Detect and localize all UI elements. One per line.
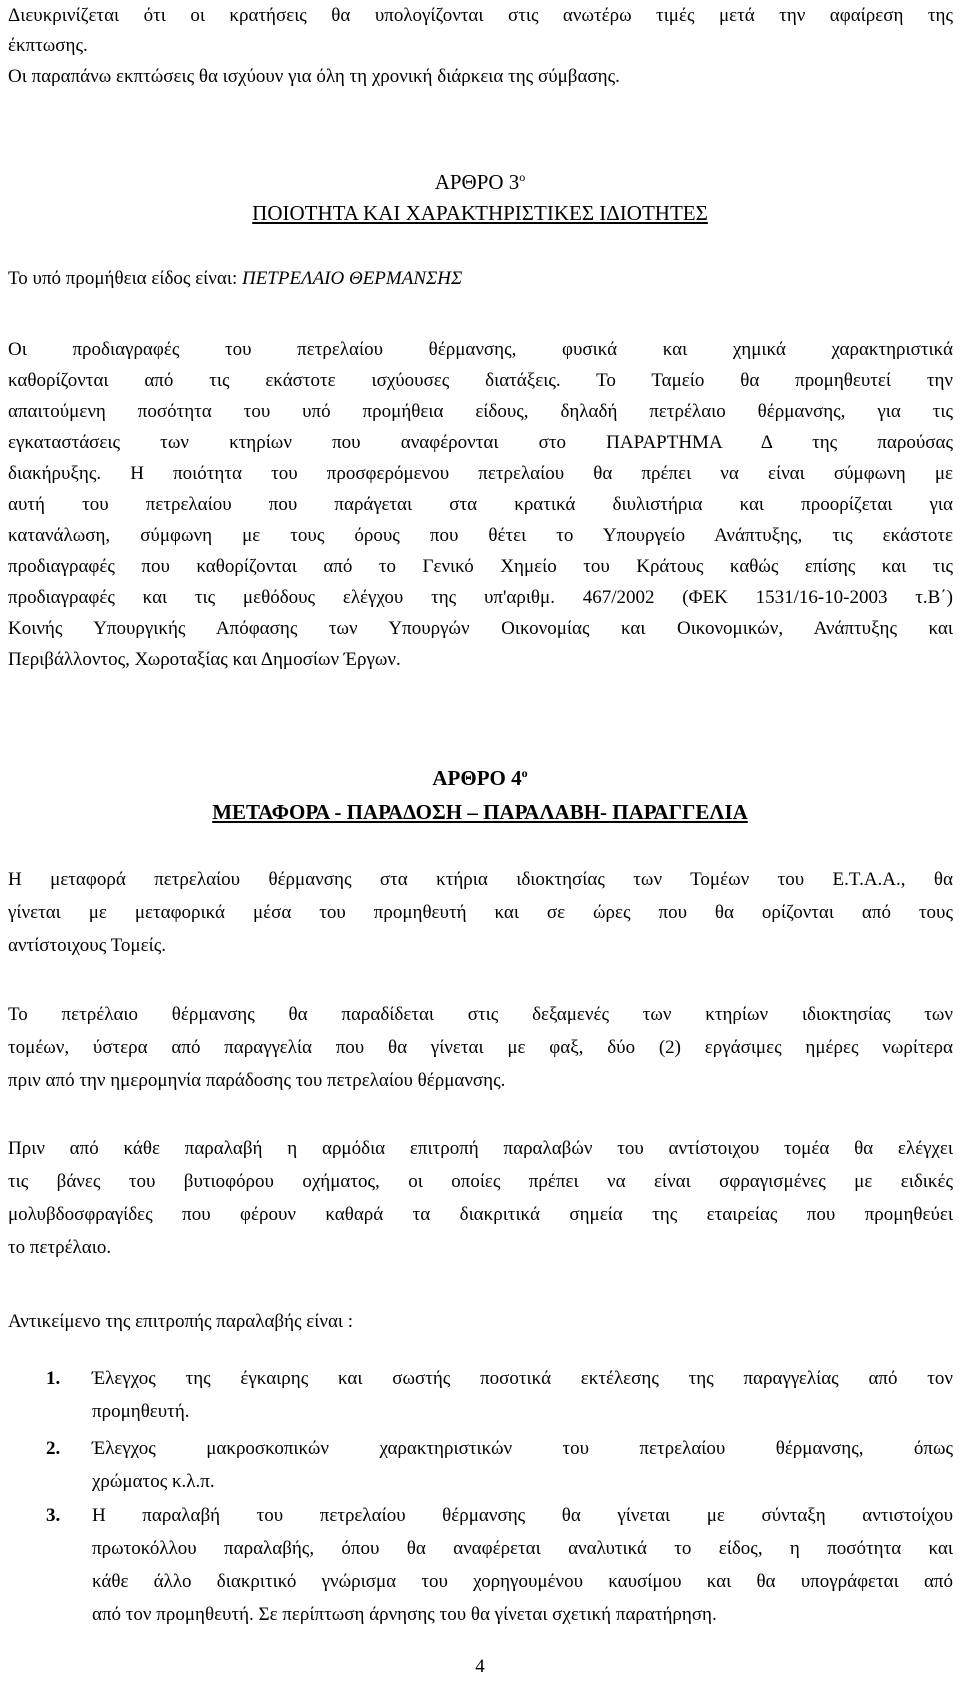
text-line: πρωτοκόλλου παραλαβής, όπου θα αναφέρεται αναλυτικά το είδος, η ποσότητα και	[92, 1538, 953, 1559]
product-label: Το υπό προμήθεια είδος είναι:	[8, 268, 242, 289]
text-line: μολυβδοσφραγίδες που φέρουν καθαρά τα διακριτικά σημεία της εταιρείας που προμηθεύει	[8, 1204, 953, 1225]
text-line: αυτή του πετρελαίου που παράγεται στα κρατικά διυλιστήρια και προορίζεται για	[8, 494, 953, 515]
text-line: από τον προμηθευτή. Σε περίπτωση άρνησης του θα γίνεται σχετική παρατήρηση.	[92, 1604, 717, 1625]
text-line: Έλεγχος της έγκαιρης και σωστής ποσοτικά εκτέλεσης της παραγγελίας από τον	[92, 1368, 953, 1389]
article-3-title: ΠΟΙΟΤΗΤΑ ΚΑΙ ΧΑΡΑΚΤΗΡΙΣΤΙΚΕΣ ΙΔΙΟΤΗΤΕΣ	[252, 201, 708, 225]
article-3-heading	[0, 166, 960, 198]
text-line: έκπτωσης.	[8, 35, 88, 56]
text-line: προδιαγραφές και τις μεθόδους ελέγχου της υπ'αριθμ. 467/2002 (ΦΕΚ 1531/16-10-2003 τ.Β΄)	[8, 587, 953, 608]
text-line: πριν από την ημερομηνία παράδοσης του πετρελαίου θέρμανσης.	[8, 1070, 506, 1091]
text-line: καθορίζονται από τις εκάστοτε ισχύουσες διατάξεις. Το Ταμείο θα προμηθευτεί την	[8, 370, 953, 391]
article-3-heading-sup: ο	[519, 170, 526, 184]
text-line: εγκαταστάσεις των κτηρίων που αναφέρονται στο ΠΑΡΑΡΤΗΜΑ Δ της παρούσας	[8, 432, 953, 453]
text-line: Οι παραπάνω εκπτώσεις θα ισχύουν για όλη τη χρονική διάρκεια της σύμβασης.	[8, 66, 620, 87]
text-line: τομέων, ύστερα από παραγγελία που θα γίνεται με φαξ, δύο (2) εργάσιμες ημέρες νωρίτερα	[8, 1037, 953, 1058]
text-line: Διευκρινίζεται ότι οι κρατήσεις θα υπολογίζονται στις ανωτέρω τιμές μετά την αφαίρεση της	[8, 5, 953, 26]
text-line	[8, 263, 953, 295]
text-line: προμηθευτή.	[92, 1401, 190, 1422]
text-line: Πριν από κάθε παραλαβή η αρμόδια επιτροπή παραλαβών του αντίστοιχου τομέα θα ελέγχει	[8, 1138, 953, 1159]
text-line: κατανάλωση, σύμφωνη με τους όρους που θέτει το Υπουργείο Ανάπτυξης, τις εκάστοτε	[8, 525, 953, 546]
list-intro: Αντικείμενο της επιτροπής παραλαβής είναι :	[8, 1311, 354, 1332]
list-item-number: 2.	[46, 1438, 61, 1459]
list-item-number: 3.	[46, 1505, 61, 1526]
article-4-heading-sup: ο	[521, 766, 528, 780]
text-line: Η μεταφορά πετρελαίου θέρμανσης στα κτήρια ιδιοκτησίας των Τομέων του Ε.Τ.Α.Α., θα	[8, 869, 953, 890]
article-4-heading	[0, 762, 960, 794]
article-4-title: ΜΕΤΑΦΟΡΑ - ΠΑΡΑΔΟΣΗ – ΠΑΡΑΛΑΒΗ- ΠΑΡΑΓΓΕΛΙΑ	[212, 800, 748, 824]
text-line: γίνεται με μεταφορικά μέσα του προμηθευτή και σε ώρες που θα ορίζονται από τους	[8, 902, 953, 923]
text-line: απαιτούμενη ποσότητα του υπό προμήθεια είδους, δηλαδή πετρέλαιο θέρμανσης, για τις	[8, 401, 953, 422]
text-line: προδιαγραφές που καθορίζονται από το Γενικό Χημείο του Κράτους καθώς επίσης και τις	[8, 556, 953, 577]
text-line: τις βάνες του βυτιοφόρου οχήματος, οι οποίες πρέπει να είναι σφραγισμένες με ειδικές	[8, 1171, 953, 1192]
text-line: Οι προδιαγραφές του πετρελαίου θέρμανσης, φυσικά και χημικά χαρακτηριστικά	[8, 339, 953, 360]
text-line: Περιβάλλοντος, Χωροταξίας και Δημοσίων Έργων.	[8, 649, 401, 670]
text-line: κάθε άλλο διακριτικό γνώρισμα του χορηγουμένου καυσίμου και θα υπογράφεται από	[92, 1571, 953, 1592]
text-line: αντίστοιχους Τομείς.	[8, 935, 166, 956]
text-line: Η παραλαβή του πετρελαίου θέρμανσης θα γίνεται με σύνταξη αντιστοίχου	[92, 1505, 953, 1526]
article-4-heading-text: ΑΡΘΡΟ 4	[432, 766, 522, 790]
text-line: διακήρυξης. Η ποιότητα του προσφερόμενου πετρελαίου θα πρέπει να είναι σύμφωνη με	[8, 463, 953, 484]
text-line: το πετρέλαιο.	[8, 1237, 112, 1258]
list-item-number: 1.	[46, 1368, 61, 1389]
text-line: Έλεγχος μακροσκοπικών χαρακτηριστικών του πετρελαίου θέρμανσης, όπως	[92, 1438, 953, 1459]
article-3-heading-text: ΑΡΘΡΟ 3	[434, 170, 520, 194]
text-line: χρώματος κ.λ.π.	[92, 1471, 215, 1492]
page-number: 4	[475, 1656, 485, 1677]
text-line: Κοινής Υπουργικής Απόφασης των Υπουργών Οικονομίας και Οικονομικών, Ανάπτυξης και	[8, 618, 953, 639]
product-value: ΠΕΤΡΕΛΑΙΟ ΘΕΡΜΑΝΣΗΣ	[241, 268, 463, 289]
text-line: Το πετρέλαιο θέρμανσης θα παραδίδεται στις δεξαμενές των κτηρίων ιδιοκτησίας των	[8, 1004, 953, 1025]
